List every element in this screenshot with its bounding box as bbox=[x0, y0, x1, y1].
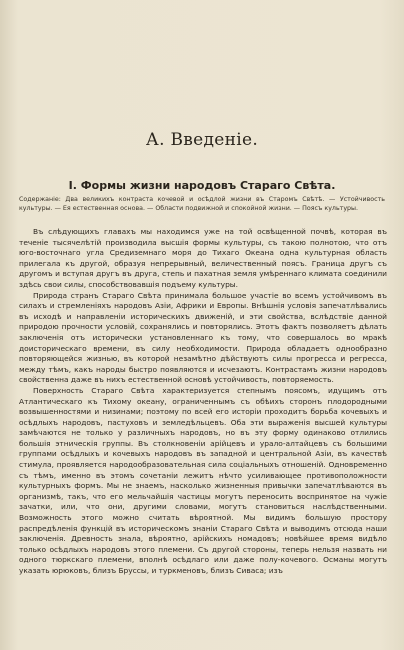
paragraph: Поверхность Стараго Свѣта характеризуется степнымъ поясомъ, идущимъ отъ Атлантическаго къ Тихому океану, ограниченнымъ съ обѣихъ сторонъ плодородными возвышенностями и низинами; поэтому по всей его исторіи проходитъ борьба кочевыхъ и осѣдлыхъ народовъ, пастуховъ и земледѣльцевъ. Оба эти выраженія высшей культуры замѣчаются не только у различныхъ народовъ, но въ эту форму одинаково отлились большія этническія группы. Въ столкновеніи арійцевъ и урало-алтайцевъ съ большими группами осѣдлыхъ и кочевыхъ народовъ въ западной и центральной Азіи, въ качествѣ стимула, проявляется народообразовательная сила соціальныхъ отношеній. Одновременно съ тѣмъ, именно въ этомъ сочетаніи лежитъ нѣчто усиливающее противоположности культурныхъ формъ. Мы не знаемъ, насколько жизненныя привычки запечатлѣваются въ организмѣ, такъ, что его мельчайшія частицы могутъ переносить воспринятое на чужіе зачатки, или, что они, другими словами, могутъ становиться наслѣдственными. Возможность этого можно считать вѣроятной. Мы видимъ большую простору распредѣленія функцій въ историческомъ знаніи Стараго Свѣта и выводимъ отсюда наши заключенія. Древность знала, вѣроятно, арійскихъ номадовъ; новѣйшее время видѣло только осѣдлыхъ народовъ этого племени. Съ другой стороны, теперь нельзя назвать ни одного тюркскаго племени, вполнѣ осѣдлаго или даже полу-кочевого. Османы могутъ указать юрюковъ, близъ Бруссы, и туркменовъ, близъ Сиваса; изъ bbox=[19, 385, 387, 575]
paragraph: Въ слѣдующихъ главахъ мы находимся уже на той освѣщенной почвѣ, которая въ теченіе тысячелѣтій производила высшія формы культуры, съ такою полнотою, что отъ юго-восточнаго угла Средиземнаго моря до Тихаго Океана одна культурная область прилегала къ другой, образуя непрерывный, величественный поясъ. Граница другъ съ другомъ и вступая другъ въ друга, степь и пахатная земля умѣреннаго климата соединили здѣсь свои силы, способствовавшія подъему культуры. bbox=[19, 227, 387, 289]
paragraph: Природа странъ Стараго Свѣта принимала большое участіе во всемъ устойчивомъ въ силахъ и стремленіяхъ народовъ Азіи, Африки и Европы. Внѣшнія условія запечатлѣвались въ исходѣ и направленіи историческихъ движеній, и эти свойства, вслѣдствіе данной природою прочности условій, сохранялись и повторялись. Этотъ фактъ позволяетъ дѣлать заключенія отъ исторически установленнаго къ тому, что совершалось во мракѣ доисторическаго времени, въ силу необходимости. Природа обладаетъ однообразно повторяющейся жизнью, въ которой незамѣтно дѣйствуютъ силы прогресса и регресса, между тѣмъ, какъ народы быстро появляются и исчезаютъ. Контрастамъ жизни народовъ свойственна даже въ нихъ естественной основѣ устойчивость, повторяемость. bbox=[19, 290, 387, 385]
section-title: I. Формы жизни народовъ Стараго Свѣта. bbox=[68, 179, 336, 192]
body-text bbox=[19, 227, 387, 577]
section-summary: Содержаніе: Два великихъ контраста кочевой и осѣдлой жизни въ Старомъ Свѣтѣ. — Устойчивость культуры. — Ея естественная основа. — Области подвижной и спокойной жизни. — Поясъ культуры. bbox=[19, 196, 385, 212]
chapter-title: А. Введеніе. bbox=[145, 130, 259, 150]
